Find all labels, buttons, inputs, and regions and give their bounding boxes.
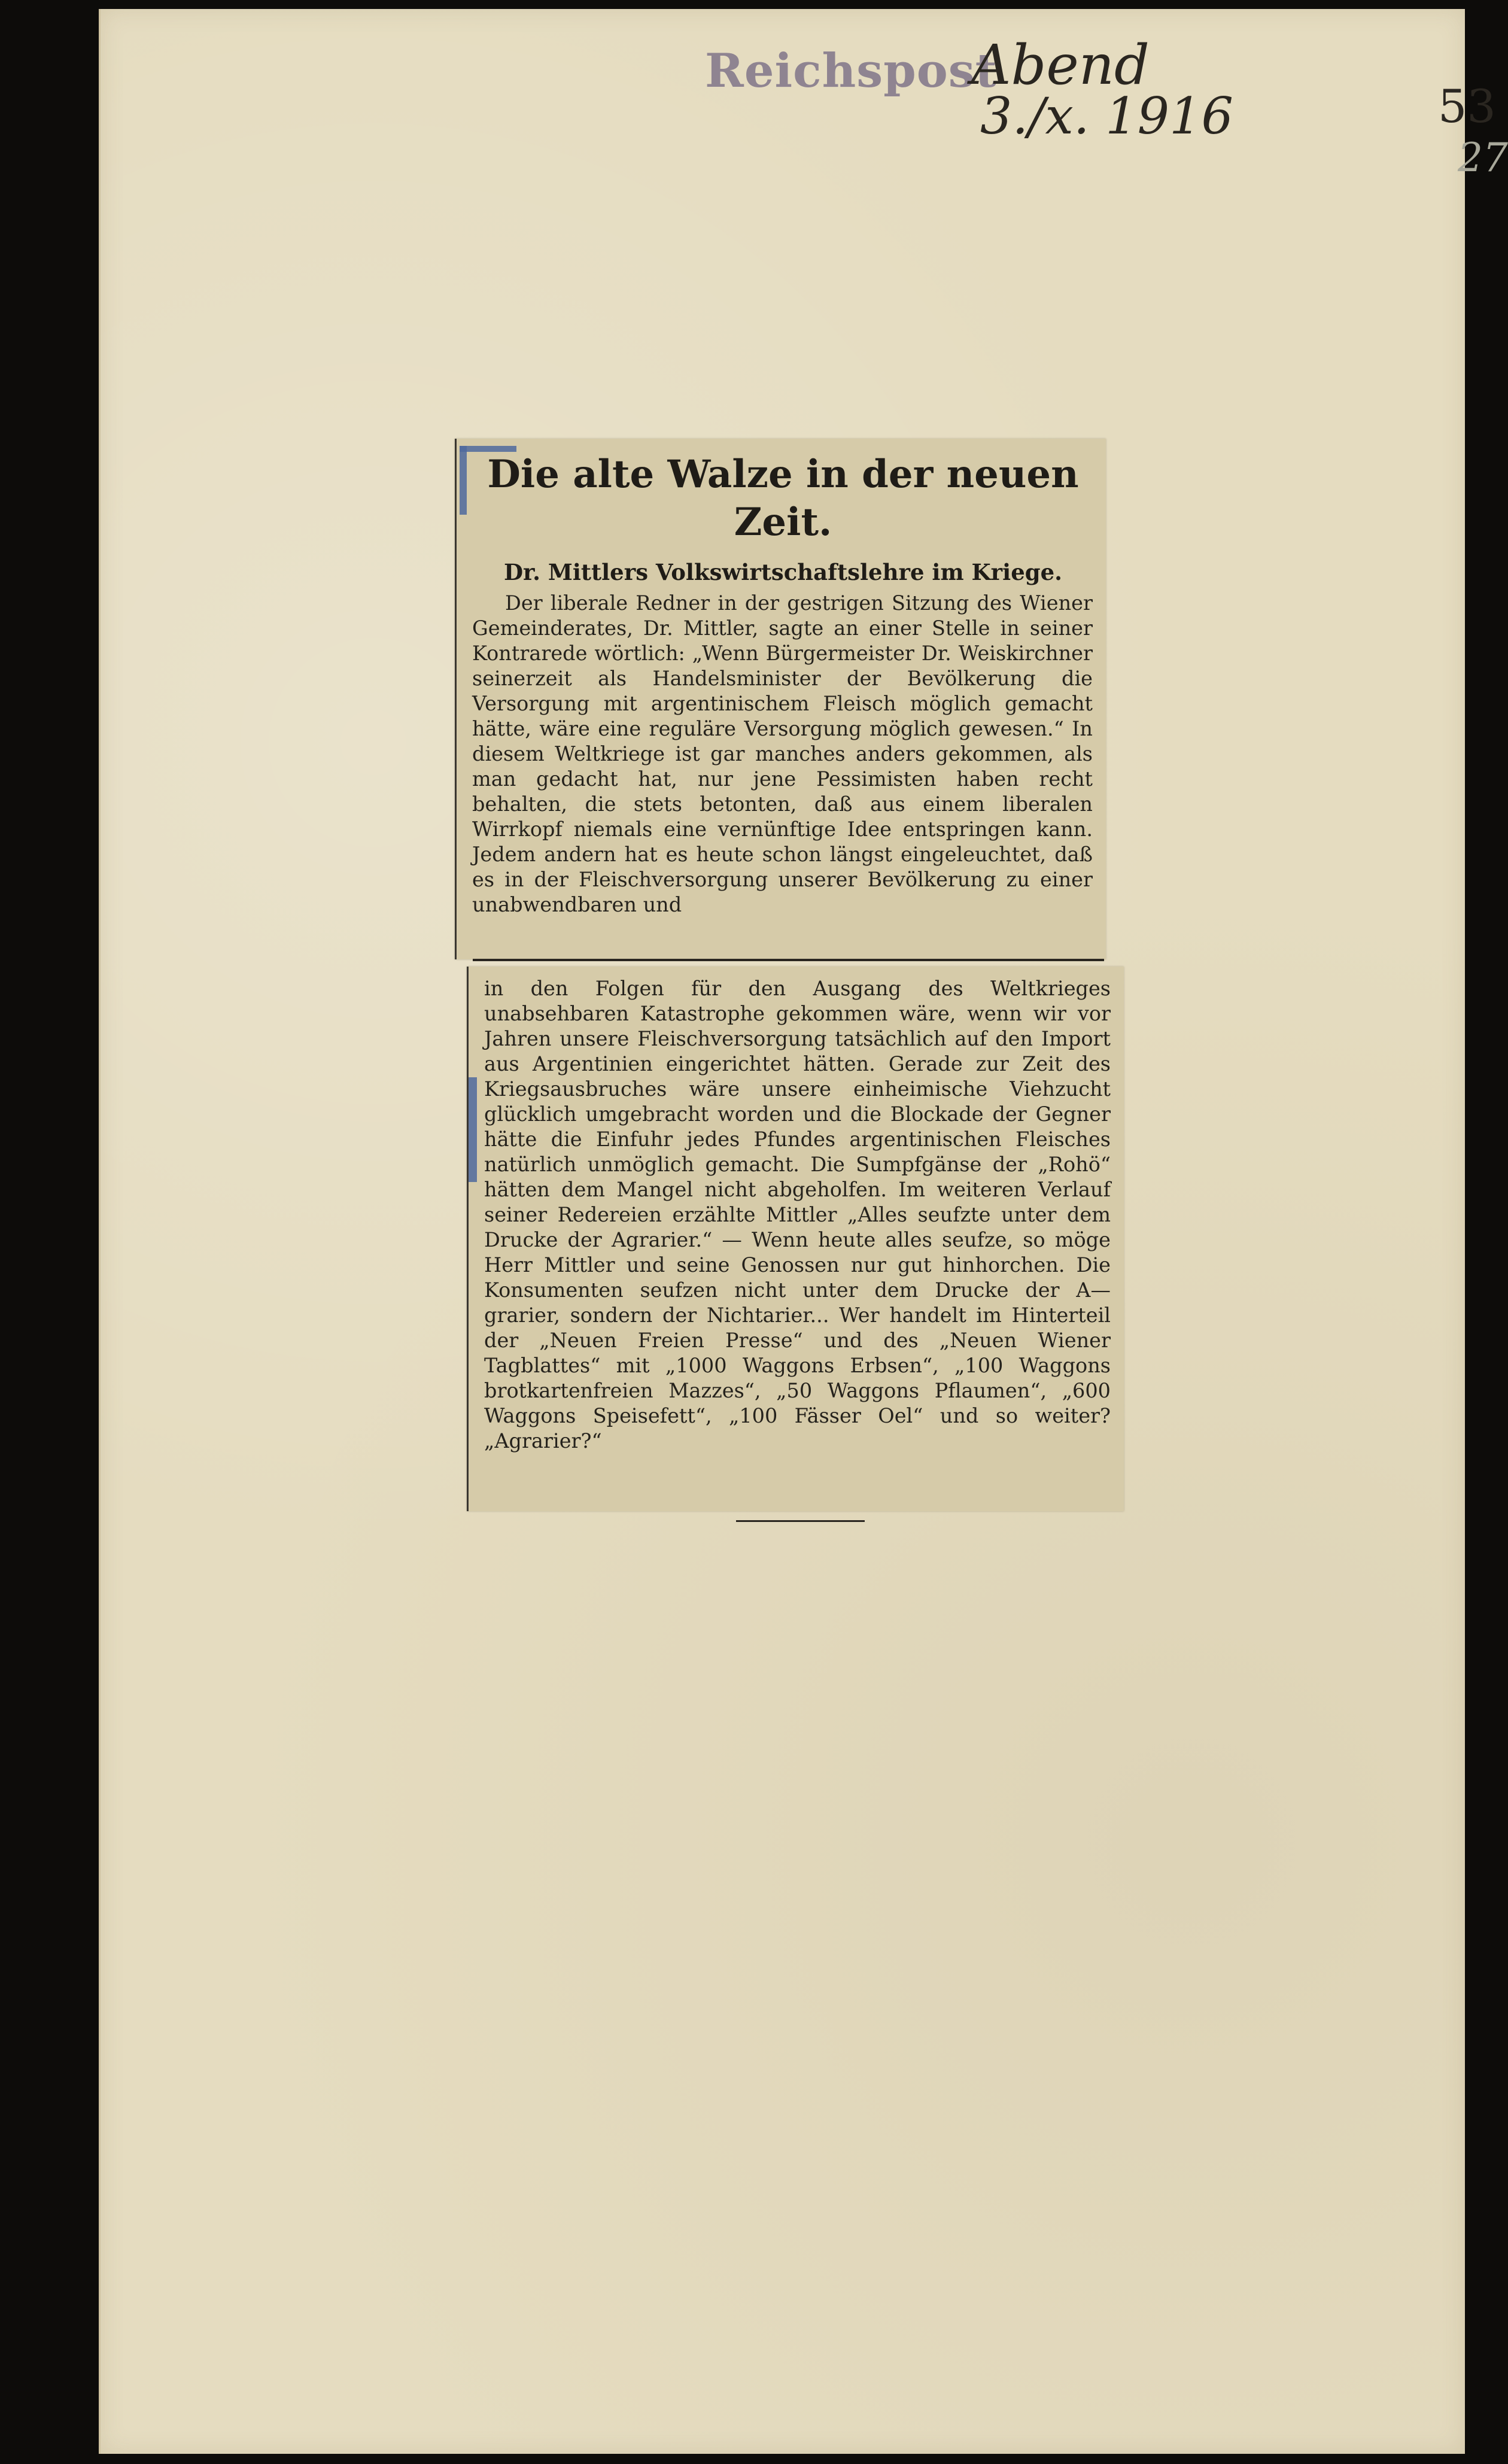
handwritten-edition: Abend <box>971 33 1150 97</box>
article-subheadline: Dr. Mittlers Volkswirtschaftslehre im Kriege. <box>503 559 1063 585</box>
clipping-part-2 <box>467 967 1124 1511</box>
blue-pencil-mark <box>469 1077 477 1182</box>
handwritten-date: 3./x. 1916 <box>980 87 1233 145</box>
end-rule <box>736 1520 865 1522</box>
blue-pencil-mark <box>460 446 467 515</box>
folio-number: 53 <box>1438 80 1496 133</box>
blue-pencil-mark <box>460 446 516 452</box>
newspaper-stamp: Reichspost <box>705 44 998 98</box>
clipping-part-1 <box>455 439 1106 959</box>
folio-number-old: 27 <box>1458 135 1508 181</box>
column-divider <box>473 959 1104 961</box>
article-headline: Die alte Walze in der neuen Zeit. <box>487 452 1079 545</box>
article-column-2: in den Folgen für den Ausgang des Weltkrieges unabsehbaren Katastrophe gekommen wäre, wenn wir vor Jahren unsere Fleischversorgung tatsächlich auf den Import aus Argentinien eingerichtet hätten. Gerade zur Zeit des Kriegsausbruches wäre unsere einheimische Viehzucht glücklich umgebracht worden und die Blockade der Gegner hätte die Einfuhr jedes Pfundes argentinischen Fleisches natürlich unmöglich gemacht. Die Sumpfgänse der „Rohö“ hätten dem Mangel nicht abgeholfen. Im weiteren Verlauf seiner Redereien erzählte Mittler „Alles seufzte unter dem Drucke der Agrarier.“ — Wenn heute alles seufze, so möge Herr Mittler und seine Genossen nur gut hinhorchen. Die Konsumenten seufzen nicht unter dem Drucke der A—grarier, sondern der Nichtarier... Wer handelt im Hinterteil der „Neuen Freien Presse“ und des „Neuen Wiener Tagblattes“ mit „1000 Waggons Erbsen“, „100 Waggons brotkartenfreien Mazzes“, „50 Waggons Pflaumen“, „600 Waggons Speisefett“, „100 Fässer Oel“ und so weiter? „Agrarier?“ <box>484 977 1111 1453</box>
article-column-1: Der liberale Redner in der gestrigen Sitzung des Wiener Gemeinderates, Dr. Mittler, sagte an einer Stelle in seiner Kontrarede wörtlich: „Wenn Bürgermeister Dr. Weiskirchner seinerzeit als Handelsminister der Bevölkerung die Versorgung mit argentinischem Fleisch möglich gemacht hätte, wäre eine reguläre Versorgung möglich gewesen.“ In diesem Weltkriege ist gar manches anders gekommen, als man gedacht hat, nur jene Pessimisten haben recht behalten, die stets betonten, daß aus einem liberalen Wirrkopf niemals eine vernünftige Idee entspringen kann. Jedem andern hat es heute schon längst eingeleuchtet, daß es in der Fleischversorgung unserer Bevölkerung zu einer unabwendbaren und <box>472 591 1093 916</box>
